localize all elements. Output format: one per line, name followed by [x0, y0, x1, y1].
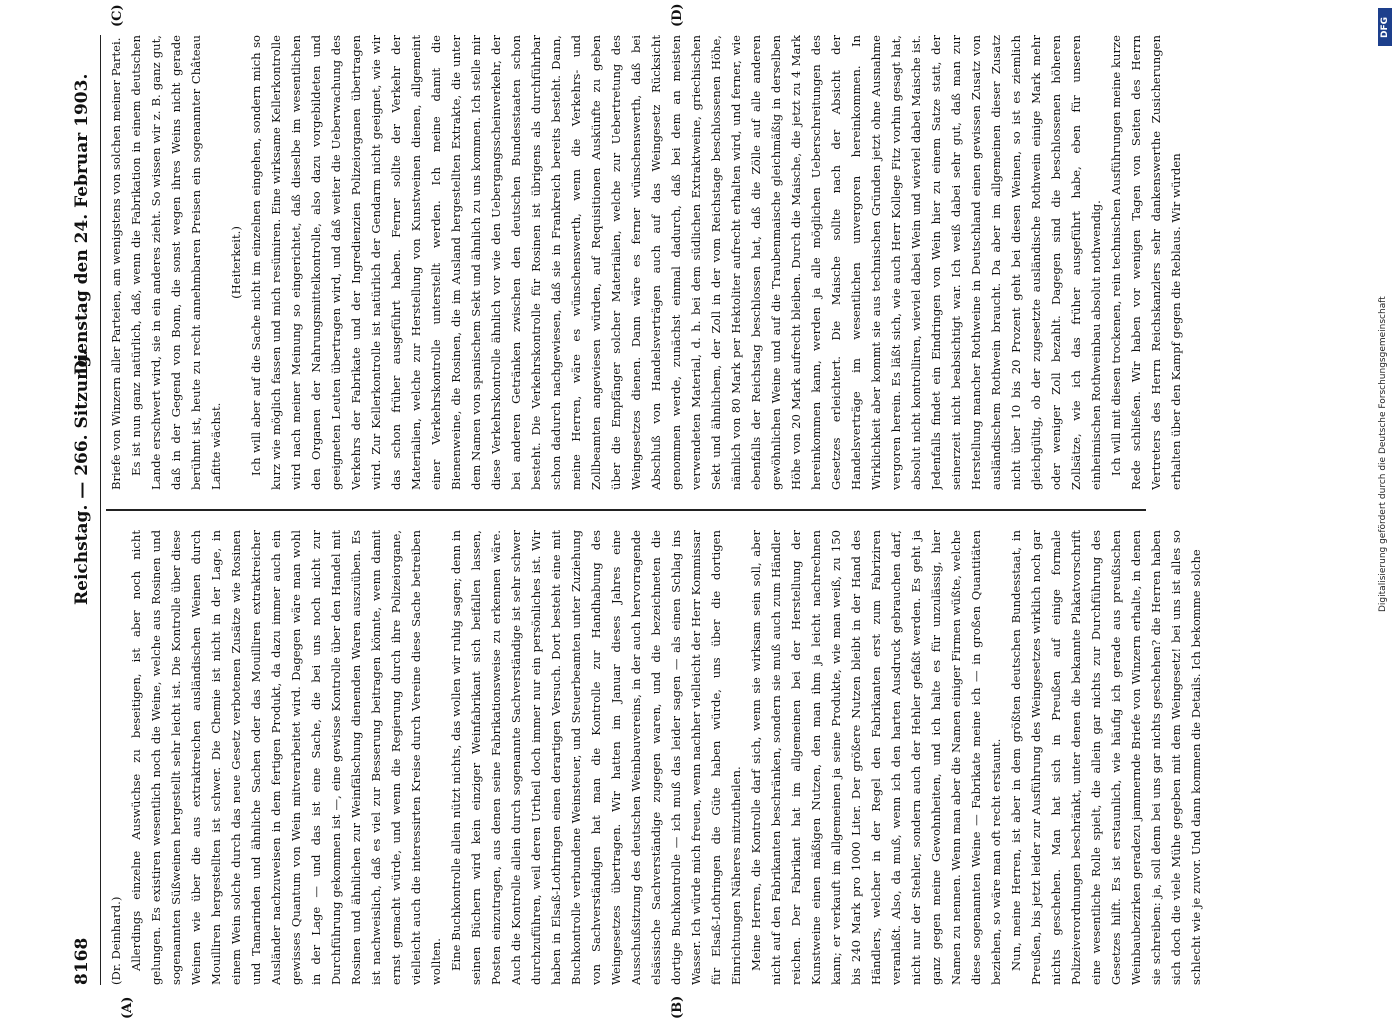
column-divider — [106, 509, 1146, 511]
dfg-logo: DFG — [1378, 8, 1392, 46]
applause-note: (Heiterkeit.) — [229, 226, 243, 299]
paragraph: Ich will aber auf die Sache nicht im einzelnen eingehen, sondern mich so kurz wie möglich fassen und mich resümiren. Eine wirksame Kellerkontrolle wird nach meiner Meinung so eingerichtet, daß dieselbe im wesentlichen den Organen der Nahrungsmittelkontrolle, also dazu vorgebildeten und geeigneten Leuten übertragen wird, und daß weiter die Ueberwachung des Verkehrs der Fabrikate und der Ingredienzien Polizeiorganen übertragen wird. Zur Kellerkontrolle ist natürlich der Gendarm nicht geeignet, wie wir das schon früher ausgeführt haben. Ferner sollte der Verkehr der Materialien, welche zur Herstellung von Kunstweinen dienen, allgemeint einer Verkehrskontrolle unterstellt werden. Ich meine damit die Bienenweine, die Rosinen, die im Ausland hergestellten Extrakte, die unter dem Namen von spanischem Sekt und ähnlich zu uns kommen. Ich stelle mir diese Verkehrskontrolle ähnlich vor wie den Uebergangsscheinverkehr, der bei anderen Getränken zwischen den deutschen Bundesstaaten schon besteht. Die Verkehrskontrolle für Rosinen ist übrigens als durchführbar schon dadurch nachgewiesen, daß sie in Frankreich bereits besteht. Dann, meine Herren, wäre es wünschenswerth, wenn die Verkehrs- und Zollbeamten angewiesen würden, auf Requisitionen Auskünfte zu geben über die Empfänger solcher Materialien, welche zur Uebertretung des Weingesetzes dienen. Dann wäre es ferner wünschenswerth, daß bei Abschluß von Handelsverträgen auch auf das Weingesetz Rücksicht genommen werde, zunächst einmal dadurch, daß bei dem an meisten verwendeten Material, d. h. bei dem südlichen Extraktweine, griechischen Sekt und ähnlichem, der Zoll in der vom Reichstage beschlossenen Höhe, nämlich von 80 Mark per Hektoliter aufrecht erhalten wird, und ferner, wie ebenfalls der Reichstag beschlossen hat, daß die Zölle auf alle anderen gewöhnlichen Weine und auf die Traubenmaische gleichmäßig in derselben Höhe von 20 Mark aufrecht bleiben. Durch die Maische, die jetzt zu 4 Mark hereinkommen kann, werden ja alle möglichen Ueberschreitungen des Gesetzes erleichtert. Die Maische sollte nach der Absicht der Handelsverträge im wesentlichen unvergoren hereinkommen. In Wirklichkeit aber kommt sie aus technischen Gründen jetzt ohne Ausnahme vergoren herein. Es läßt sich, wie auch Herr Kollege Fitz vorhin gesagt hat, absolut nicht kontrolliren, wieviel dabei Wein und wieviel dabei Maische ist. Jedenfalls findet ein Eindringen von Wein hier zu einem Satze statt, der seinerzeit nicht beabsichtigt war. Ich weiß dabei sehr gut, daß man zur Herstellung mancher Rothweine in Deutschland einen gewissen Zusatz von ausländischem Rothwein braucht. Da aber im allgemeinen dieser Zusatz nicht über 10 bis 20 Prozent geht bei diesen Weinen, so ist es ziemlich gleichgültig, ob der zugesetzte ausländische Rothwein einige Mark mehr oder weniger Zoll bezahlt. Dagegen sind die beschlossenen höheren Zollsätze, wie ich das früher ausgeführt habe, eben für unseren einheimischen Rothweinbau absolut nothwendig. — [249, 35, 1103, 490]
page-header — [70, 35, 98, 985]
margin-marker-c: (C) — [110, 4, 125, 27]
header-rule — [100, 35, 101, 985]
right-column — [106, 35, 1316, 490]
margin-marker-d: (D) — [670, 3, 685, 27]
paragraph: Allerdings einzelne Auswüchse zu beseitigen, ist aber noch nicht gelungen. Es existiren wesentlich noch die Weine, welche aus Rosinen und sogenannten Süßweinen hergestellt sehr leicht ist. Die Kontrolle über diese Weinen wie über die aus extraktreichen ausländischen Weinen durch Mouilliren hergestellten ist schwer. Die Chemie ist nicht in der Lage, in einem Wein solche durch das neue Gesetz verbotenen Zusätze wie Rosinen und Tamarinden und ähnliche Sachen oder das Mouilliren extraktreicher Ausländer nachzuweisen in dem fertigen Produkt, da dazu immer auch ein gewisses Quantum von Wein mitverarbeitet wird. Dagegen wäre man wohl in der Lage — und das ist eine Sache, die bei uns noch nicht zur Durchführung gekommen ist —, eine gewisse Kontrolle über den Handel mit Rosinen und ähnlichen zur Weinfälschung dienenden Waren auszuüben. Es ist nachweislich, daß es viel zur Besserung beitragen könnte, wenn damit ernst gemacht würde, und wenn die Regierung durch ihre Polizeiorgane, vielleicht auch die interessirten Kreise durch Vereine diese Sache betreiben wollten. — [129, 530, 443, 985]
speaker-note: (Dr. Deinhard.) — [109, 896, 123, 985]
paragraph: Meine Herren, die Kontrolle darf sich, wenn sie wirksam sein soll, aber nicht auf den Fabrikanten beschränken, sondern sie muß auch zum Händler reichen. Der Fabrikant hat im allgemeinen bei der Herstellung der Kunstweine einen mäßigen Nutzen, den man ihm ja leicht nachrechnen kann; er verkauft im allgemeinen ja seine Produkte, wie man weiß, zu 150 bis 240 Mark pro 1000 Liter. Der größere Nutzen bleibt in der Hand des Händlers, welcher in der Regel den Fabrikanten erst zum Fabriziren veranlaßt. Also, da muß, wenn ich den harten Ausdruck gebrauchen darf, nicht nur der Stehler, sondern auch der Hehler gefaßt werden. Es geht ja ganz gegen meine Gewohnheiten, und ich halte es für unzulässig, hier Namen zu nennen. Wenn man aber die Namen einiger Firmen wüßte, welche diese sogenannten Weine — Fabrikate meine ich — in großen Quantitäten beziehen, so wäre man oft recht erstaunt. — [749, 530, 1003, 985]
digitization-sidebar — [1375, 0, 1397, 1000]
left-column — [106, 530, 1316, 985]
digitization-credit: Digitalisierung gefördert durch die Deutsche Forschungsgemeinschaft — [1378, 296, 1388, 612]
paragraph: Nun, meine Herren, ist aber in dem größten deutschen Bundesstaat, in Preußen, bis jetzt leider zur Ausführung des Weingesetzes wirklich noch gar nichts geschehen. Man hat sich in Preußen auf einige formale Polizeiverordnungen beschränkt, unter denen die bekannte Plakatvorschrift eine wesentliche Rolle spielt, die allein gar nichts zur Durchführung des Gesetzes hilft. Es ist erstaunlich, wie häufig ich gerade aus preußischen Weinbaubezirken geradezu jammernde Briefe von Winzern erhalte, in denen sie schreiben: ja, soll denn bei uns gar nichts geschehen? die Herren haben sich doch die viele Mühe gegeben mit dem Weingesetz! bei uns ist alles so schlecht wie je zuvor. Und dann kommen die Details. Ich bekomme solche — [1009, 530, 1203, 985]
page-number: 8168 — [72, 937, 92, 985]
paragraph: Ich will mit diesen trockenen, rein technischen Ausführungen meine kurze Rede schließen. Wir haben vor wenigen Tagen von Seiten des Herrn Vertreters des Herrn Reichskanzlers sehr dankenswerthe Zusicherungen erhalten über den Kampf gegen die Reblaus. Wir würden — [1109, 35, 1183, 490]
paragraph: Briefe von Winzern aller Parteien, am wenigstens von solchen meiner Partei. — [109, 37, 123, 490]
paragraph: Eine Buchkontrolle allein nützt nichts, das wollen wir ruhig sagen; denn in seinen Büchern wird kein einziger Weinfabrikant sich beifallen lassen, Posten einzutragen, aus denen seine Fabrikationsweise zu erkennen wäre. Auch die Kontrolle allein durch sogenannte Sachverständige ist sehr schwer durchzuführen, weil deren Urtheil doch immer nur ein persönliches ist. Wir haben in Elsaß-Lothringen einen derartigen Versuch. Dort besteht eine mit Buchkontrolle verbundene Weinsteuer, und Steuerbeamten unter Zuziehung von Sachverständigen hat man die Kontrolle zur Handhabung des Weingesetzes übertragen. Wir hatten im Januar dieses Jahres eine Ausschußsitzung des deutschen Weinbauvereins, in der auch hervorragende elsässische Sachverständige zugegen waren, und die bezeichneten die dortige Buchkontrolle — ich muß das leider sagen — als einen Schlag ins Wasser. Ich würde mich freuen, wenn nachher vielleicht der Herr Kommissar für Elsaß-Lothringen die Güte haben würde, uns über die dortigen Einrichtungen Näheres mitzutheilen. — [449, 530, 743, 985]
session-title: Reichstag. — 266. Sitzung. — [72, 349, 92, 605]
rotated-page — [70, 3, 1330, 1019]
paragraph: Es ist nun ganz natürlich, daß, wenn die Fabrikation in einem deutschen Lande erschwert wird, sie in ein anderes zieht. So wissen wir z. B. ganz gut, daß in der Gegend von Bonn, die sonst wegen ihres Weins nicht gerade berühmt ist, heute zu recht annehmbaren Preisen ein sogenannter Château Lafitte wächst. — [129, 35, 223, 490]
margin-marker-a: (A) — [120, 996, 135, 1019]
session-date: Dienstag den 24. Februar 1903. — [72, 73, 92, 375]
margin-marker-b: (B) — [670, 995, 685, 1019]
